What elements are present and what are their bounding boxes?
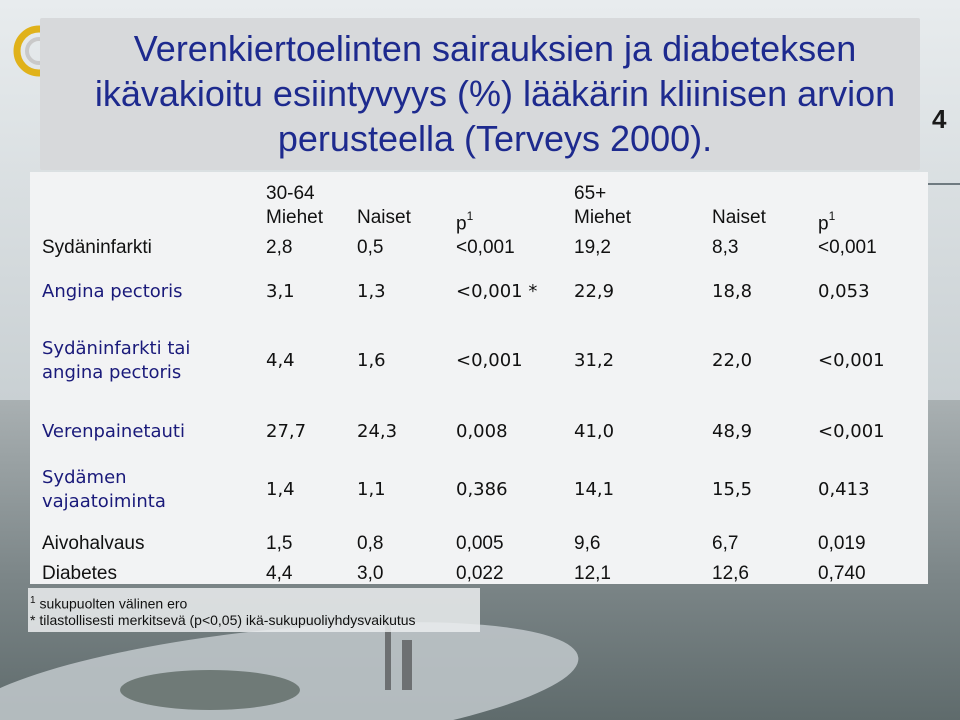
footnote-1-marker: 1 [30,595,36,606]
table-cell: 15,5 [712,479,753,500]
table-cell: <0,001 [456,350,523,371]
table-cell: 19,2 [574,237,611,258]
col-header-naiset-2: Naiset [712,207,766,228]
table-cell: 22,0 [712,350,753,371]
table-cell: <0,001 [818,421,885,442]
table-cell: 12,1 [574,563,611,584]
footnote-2: * tilastollisesti merkitsevä (p<0,05) ikä-sukupuoliyhdysvaikutus [30,612,416,628]
table-cell: 4,4 [266,350,295,371]
table-cell: 1,5 [266,533,293,554]
table-cell: 27,7 [266,421,307,442]
table-cell: 9,6 [574,533,601,554]
table-cell: 2,8 [266,237,293,258]
table-cell: 1,4 [266,479,295,500]
table-cell: <0,001 [818,237,877,258]
table-cell: 0,8 [357,533,384,554]
table-cell: 4,4 [266,563,293,584]
table-cell: 31,2 [574,350,615,371]
group-header-65plus: 65+ [574,183,607,204]
group-header-30-64: 30-64 [266,183,315,204]
footnote-1 [30,592,187,613]
table-cell: 1,6 [357,350,386,371]
col-header-naiset-1: Naiset [357,207,411,228]
table-cell: 3,0 [357,563,384,584]
row-label: Verenpainetauti [42,421,185,442]
table-cell: 0,022 [456,563,504,584]
table-cell: 0,005 [456,533,504,554]
table-cell: <0,001 [456,237,515,258]
table-cell: 0,413 [818,479,870,500]
row-label: Sydämen vajaatoiminta [42,467,166,512]
col-header-miehet-1: Miehet [266,207,324,228]
row-label: Sydäninfarkti [42,237,152,258]
table-cell: 0,740 [818,563,866,584]
col-header-p-2: $p^1$ [818,209,836,235]
table-cell: 22,9 [574,281,615,302]
col-header-miehet-2: Miehet [574,207,632,228]
table-cell: 0,019 [818,533,866,554]
table-cell: 24,3 [357,421,398,442]
table-cell: 14,1 [574,479,615,500]
table-cell: 1,3 [357,281,386,302]
slide-title: Verenkiertoelinten sairauksien ja diabeteksen ikävakioitu esiintyvyys (%) lääkärin kliinisen arvion perusteella (Terveys 2000). [94,28,896,159]
table-cell: 12,6 [712,563,749,584]
table-cell: 18,8 [712,281,753,302]
row-label: Aivohalvaus [42,533,145,554]
row-label: Diabetes [42,563,117,584]
table-cell: 6,7 [712,533,739,554]
table-cell: 1,1 [357,479,386,500]
col-header-p-1: $p^1$ [456,209,474,235]
row-label: Angina pectoris [42,281,183,302]
table-cell: 0,386 [456,479,508,500]
table-cell: <0,001 [818,350,885,371]
table-cell: 41,0 [574,421,615,442]
footnote-1-text: sukupuolten välinen ero [39,595,188,612]
table-cell: 48,9 [712,421,753,442]
row-label: Sydäninfarkti tai angina pectoris [42,338,191,383]
table-cell: 0,008 [456,421,508,442]
table-cell: 0,053 [818,281,870,302]
slide-number: 4 [932,104,947,134]
table-cell: 3,1 [266,281,295,302]
table-cell: 8,3 [712,237,739,258]
table-cell: 0,5 [357,237,384,258]
table-cell: <0,001 * [456,281,538,302]
